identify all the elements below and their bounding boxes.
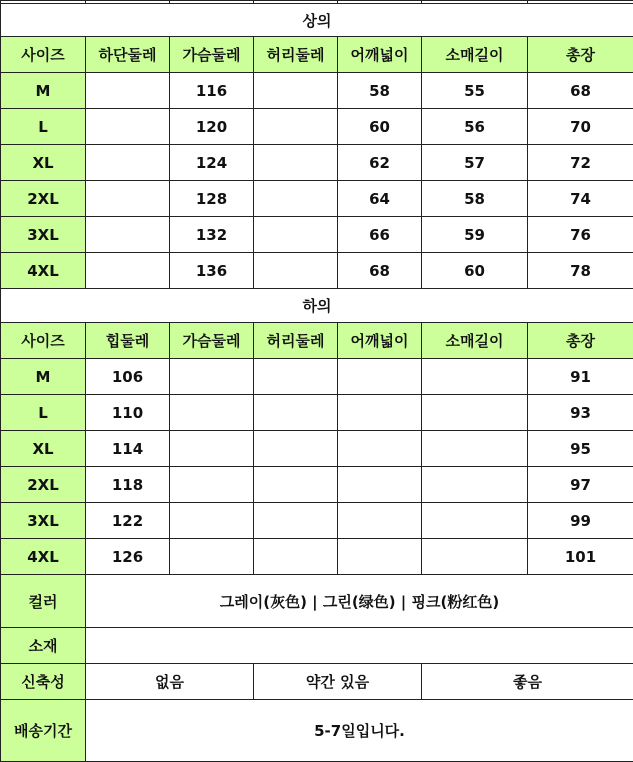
table-cell: 114 — [86, 431, 170, 467]
table-cell — [422, 431, 528, 467]
top-header-cell: 허리둘레 — [254, 37, 338, 73]
top-header-cell: 총장 — [528, 37, 633, 73]
table-cell — [86, 73, 170, 109]
table-cell: 60 — [422, 253, 528, 289]
table-cell — [86, 109, 170, 145]
size-label: M — [1, 359, 86, 395]
table-cell: 93 — [528, 395, 633, 431]
table-cell: 95 — [528, 431, 633, 467]
bottom-header-cell: 힙둘레 — [86, 323, 170, 359]
table-cell — [338, 431, 422, 467]
table-cell — [254, 217, 338, 253]
stretch-row — [1, 664, 633, 700]
top-header-row — [1, 37, 633, 73]
table-row — [1, 253, 633, 289]
size-label: 3XL — [1, 503, 86, 539]
size-label: 4XL — [1, 539, 86, 575]
top-header-cell: 하단둘레 — [86, 37, 170, 73]
table-cell: 56 — [422, 109, 528, 145]
size-label: 2XL — [1, 467, 86, 503]
table-row — [1, 359, 633, 395]
table-cell: 60 — [338, 109, 422, 145]
table-cell: 59 — [422, 217, 528, 253]
table-cell: 116 — [170, 73, 254, 109]
table-cell: 99 — [528, 503, 633, 539]
bottom-header-cell: 총장 — [528, 323, 633, 359]
size-label: L — [1, 109, 86, 145]
table-row — [1, 73, 633, 109]
table-cell: 122 — [86, 503, 170, 539]
table-cell: 72 — [528, 145, 633, 181]
table-row — [1, 145, 633, 181]
table-cell — [338, 395, 422, 431]
shipping-label: 배송기간 — [1, 700, 86, 762]
size-label: 2XL — [1, 181, 86, 217]
table-cell — [254, 467, 338, 503]
table-cell — [86, 145, 170, 181]
table-cell — [254, 109, 338, 145]
table-cell — [254, 359, 338, 395]
table-cell — [170, 539, 254, 575]
size-label: L — [1, 395, 86, 431]
table-cell — [170, 503, 254, 539]
table-cell: 68 — [528, 73, 633, 109]
table-cell — [86, 253, 170, 289]
top-header-cell: 소매길이 — [422, 37, 528, 73]
bottom-header-cell: 가슴둘레 — [170, 323, 254, 359]
table-cell — [86, 181, 170, 217]
table-cell: 91 — [528, 359, 633, 395]
table-cell — [170, 395, 254, 431]
table-cell: 106 — [86, 359, 170, 395]
table-cell — [254, 253, 338, 289]
table-cell — [422, 467, 528, 503]
table-row — [1, 431, 633, 467]
table-cell — [338, 503, 422, 539]
table-row — [1, 503, 633, 539]
table-cell: 136 — [170, 253, 254, 289]
table-cell: 58 — [422, 181, 528, 217]
material-value — [86, 628, 633, 664]
size-label: M — [1, 73, 86, 109]
table-cell: 118 — [86, 467, 170, 503]
table-row — [1, 109, 633, 145]
color-value: 그레이(灰色) | 그린(绿色) | 핑크(粉红色) — [86, 575, 633, 628]
table-cell — [170, 359, 254, 395]
top-header-cell: 가슴둘레 — [170, 37, 254, 73]
table-cell: 110 — [86, 395, 170, 431]
material-label: 소재 — [1, 628, 86, 664]
table-cell — [170, 467, 254, 503]
top-section-title: 상의 — [1, 4, 633, 37]
table-cell — [254, 431, 338, 467]
table-cell — [422, 359, 528, 395]
table-cell: 62 — [338, 145, 422, 181]
table-cell — [254, 181, 338, 217]
table-cell — [86, 217, 170, 253]
table-cell — [254, 145, 338, 181]
table-cell: 78 — [528, 253, 633, 289]
table-cell: 68 — [338, 253, 422, 289]
table-cell: 74 — [528, 181, 633, 217]
table-row — [1, 181, 633, 217]
stretch-label: 신축성 — [1, 664, 86, 700]
table-cell — [254, 395, 338, 431]
bottom-header-cell: 소매길이 — [422, 323, 528, 359]
table-cell: 97 — [528, 467, 633, 503]
table-cell: 70 — [528, 109, 633, 145]
table-cell — [170, 431, 254, 467]
table-cell — [338, 539, 422, 575]
table-row — [1, 467, 633, 503]
material-row — [1, 628, 633, 664]
table-cell — [338, 359, 422, 395]
top-header-cell: 어깨넓이 — [338, 37, 422, 73]
color-label: 컬러 — [1, 575, 86, 628]
table-row — [1, 395, 633, 431]
table-cell: 124 — [170, 145, 254, 181]
size-label: XL — [1, 145, 86, 181]
bottom-header-row — [1, 323, 633, 359]
table-cell: 57 — [422, 145, 528, 181]
bottom-header-cell: 어깨넓이 — [338, 323, 422, 359]
table-cell: 76 — [528, 217, 633, 253]
table-cell: 64 — [338, 181, 422, 217]
table-cell — [338, 467, 422, 503]
size-label: 4XL — [1, 253, 86, 289]
table-cell — [254, 73, 338, 109]
table-row — [1, 217, 633, 253]
shipping-value: 5-7일입니다. — [86, 700, 633, 762]
table-cell: 128 — [170, 181, 254, 217]
table-cell: 120 — [170, 109, 254, 145]
table-cell: 55 — [422, 73, 528, 109]
table-cell — [422, 503, 528, 539]
size-label: XL — [1, 431, 86, 467]
table-cell: 126 — [86, 539, 170, 575]
bottom-header-cell: 사이즈 — [1, 323, 86, 359]
table-cell: 58 — [338, 73, 422, 109]
table-cell: 66 — [338, 217, 422, 253]
shipping-row — [1, 700, 633, 762]
table-cell: 101 — [528, 539, 633, 575]
table-cell — [422, 539, 528, 575]
color-row — [1, 575, 633, 628]
top-header-cell: 사이즈 — [1, 37, 86, 73]
table-cell: 132 — [170, 217, 254, 253]
bottom-header-cell: 허리둘레 — [254, 323, 338, 359]
table-row — [1, 539, 633, 575]
size-label: 3XL — [1, 217, 86, 253]
stretch-option-some: 약간 있음 — [254, 664, 422, 700]
stretch-option-none: 없음 — [86, 664, 254, 700]
bottom-section-title: 하의 — [1, 289, 633, 323]
table-cell — [254, 503, 338, 539]
table-cell — [422, 395, 528, 431]
table-cell — [254, 539, 338, 575]
stretch-option-good: 좋음 — [422, 664, 633, 700]
